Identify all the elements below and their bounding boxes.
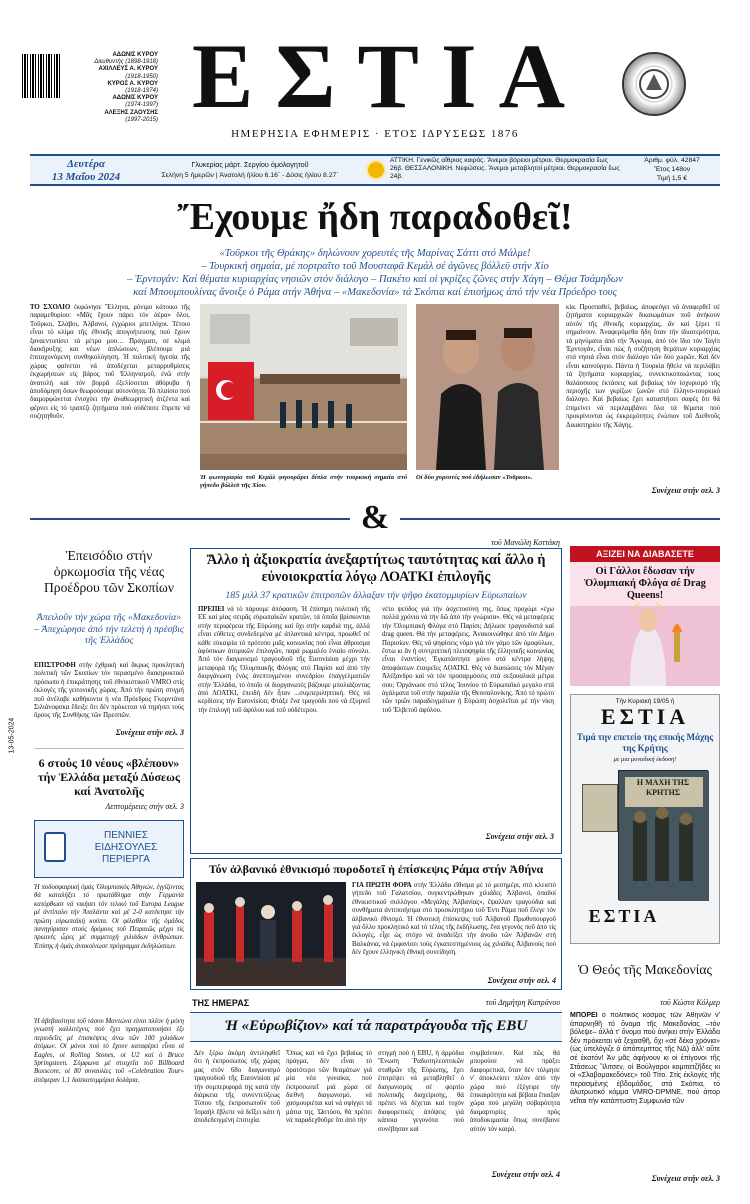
founder-name: ΑΛΕΞΗΣ ΖΑΟΥΣΗΣ [104, 109, 158, 116]
ad-date: Τήν Κυριακή 19/05 ἡ [615, 698, 675, 705]
left-divider [34, 748, 184, 749]
founder-name: ΚΥΡΟΣ Α. ΚΥΡΟΥ [107, 80, 158, 87]
ad-footer-brand: ΕΣΤΙΑ [588, 906, 660, 926]
right-article-body [570, 1012, 720, 1170]
founder-years: Διευθυντής (1898-1918) [94, 59, 158, 66]
lead-column-1 [30, 304, 190, 496]
center-deck: 185 μιλλ 37 κρατικῶν ἐπιτροπῶν ἄλλαξαν τήν ψῆφο ἑκατομμυρίων Εὐρωπαίων [225, 590, 527, 601]
brief-item-1: Ἡ ποδοσφαιρική ὁμάς Ὀλυμπιακός Ἀθηνών, ἐγγίζοντας θά καταλήξει τό πρωτάθλημα στήν Γερμανία κατόρθωσε νά νικήσει τόν τελικό τοῦ Europa League μέ ἀντίπαλο τήν Ἀταλάντα καί μέ 2-0 κατέκτησε τήν πρώτη εὐρωπαϊκή κούπα. Οἱ φίλαθλοι τῆς ὁμάδος πανηγύρισαν στούς δρόμους τοῦ Πειραιῶς μέχρι τίς πρωινές ὧρες μέ συμμετοχή χιλιάδων ἀνθρώπων. Ἐπίσης ἡ ὁμάς ἀνακοίνωσε πρόγραμμα ἐκδηλώσεων. [34, 884, 184, 950]
section-tag: ΤΗΣ ΗΜΕΡΑΣ [192, 998, 250, 1008]
deck-line: «Τοῦρκοι τῆς Θράκης» δηλώνουν χορευτές τῆς Μαρίνας Σάττι στό Μάλμε! [219, 248, 531, 259]
divider-right [400, 518, 720, 520]
deck-line: καί Μπουμπουλίνας ἄνοιξε ὁ Ράμα στήν Ἀθήνα – «Μακεδονία» τά Σκόπια καί ἐπισήμως ἀπό τήν νέα Πρόεδρο τους [133, 287, 617, 298]
photo-dancers [416, 304, 559, 470]
promo-title[interactable]: Οἱ Γάλλοι ἔδωσαν τήν Ὀλυμπιακή Φλόγα σέ Drag Queens! [584, 566, 706, 601]
center-headline: Ἄλλο ἡ ἀξιοκρατία ἀνεξαρτήτως ταυτότητας καί ἄλλο ἡ εὐνοιοκρατία λόγῳ ΛΟΑΤΚΙ ἐπιλογῆς [206, 552, 546, 585]
right-article-text: ὁ πολιτικός κόσμος τῶν Ἀθηνῶν ν' ἀπαρνηθῆ τό ὄνομα τῆς Μακεδονίας –τόν βόλεψε– ἀλλά τ' ὄνομα πού ἀνήκει στήν Ἑλλάδα δέν πρόκειται νά ξεχασθῆ, ὄχι «σέ δέκα χρόνια» (ὡς ὑπελόγιζε ὁ ἀπόπεμπτος τῆς ΝΔ) ἀλλ' οὔτε σέ ἑκατόν! Ἀν μᾶς ἀφήνουν κι οἱ ἐπίγονοι τῆς Στάσεως Ἴλιτσεν, οἱ Βούλγαροι κομιτατζῆδες κι οἱ «Σλαβομακεδόνες» τοῦ Τίτο. Στίς ἐκλογές τῆς περασμένης ἑβδομάδος, στά Σκόπια, τό ἀλυτρωτικό κόμμα VMRO-DPMNE, πού ἀπορ νεῖται τήν κατάπτυστη Συμφωνία τῶν [570, 1012, 720, 1105]
ad-brand: ΕΣΤΙΑ [600, 704, 690, 729]
book-title: Η ΜΑΧΗ ΤΗΣ ΚΡΗΤΗΣ [636, 778, 690, 797]
lead-column-4: κία. Προσπαθεί, βεβαίως, ἀποφεύγει νά ἀναφερθεῖ σέ ζητήματα κυριαρχικῶν δικαιωμάτων ποῦ ἀνήκουν αὐτόν τῆς ἐθνικῆς κυριαρχίας, ἄν καί ξέρει τί σημαίνουν. Ἀναφερόμεθα ἤδη ὅταν τήν ἰδιαιτερότητα, τά μηνύματα ἀπό τήν Ἄγκυρα, ἀπό τόν ἴδιο τόν Ταγίπ Ἐρντογάν, εἶναι πώς ἡ συζήτηση θεμάτων κυριαρχίας στά νησιά εἶναι στόν διάλογο τῶν δύο χωρῶν. Καί δέν εἶναι καινούργιο. Πάντα ἡ Τουρκία ἤθελε νά περιλάβει τά ζητήματα κυριαρχίας, συνεκτικοποιώντας τους θαλάσσιους ἐκτάσεις καί βεβαίως τόν ἰσχυρισμό τῆς περιοχῆς των γκρίζων ζωνῶν στό ἑλληνο-τουρκικό διάλογο. Καί βεβαίως ἔχει καταστήσει σαφές ὅτι θά ἐπιμείνει νά περιλαμβάνει ὅλα τά θέματα πού προκρίνονται ὡς ἐκκρεμότητες ἐνώπιον τοῦ Διεθνοῦς Δικαστηρίου τῆς Χάγης. [566, 304, 720, 429]
founder-years: (1918-1950) [125, 73, 158, 80]
lead-continued[interactable]: Συνέχεια στήν σελ. 3 [651, 486, 720, 495]
barcode [22, 54, 60, 98]
founder-years: (1918-1974) [125, 88, 158, 95]
right-article-continued[interactable]: Συνέχεια στήν σελ. 3 [651, 1174, 720, 1183]
photo-volleyball-court [200, 304, 407, 470]
center-article2-body [352, 882, 556, 976]
lead-deck [30, 247, 720, 299]
bottom-column-4: συμβαίνουν. Καί πῶς θά μπορούσε νά πράξει διαφορετικά, ὅταν δέν τόλμησε ν' ἀποκλείσει πλέον ἀπό τήν χώρα πού ἐξέγειρε τήν ἐπικαιρότητα καί βέβαια ἔπαιξαν χώρα πού μεγάλη σοβαρότητα διαμαρτυρίες πρός ἀποδοκιμασία ὅπως συνέβαινε αὐτόν τόν καιρό. [470, 1050, 560, 1133]
brief-item-2: Ἡ ἀβεβαιότητα τοῦ τάσου Μαντώνα εἶναι πλέον ἡ μόνη γνωστή καλλιτέχνις πού ἔχει πραγματοποιήσει ἐξι περιοδεῖες μέ ἐπισκέψεις ἀνω τῶν 100 χιλιάδων ἀτόμων. Οἱ μόνοι πού τό ἔχουν καταφέρει εἶναι οἱ Eagles, οἱ Rolling Stones, οἱ U2 καί ὁ Bruce Springsteen. Σύμφωνα μέ στοιχεῖα τοῦ Billboard Boxscore, οἱ 80 συναυλίες τοῦ «Celebration Tour» ἀπέφεραν 1,1 δισεκατομμύρια δολάρια. [34, 1018, 184, 1084]
center-col1-text: νά τό πάρουμε ἀπόφαση. Ἡ ἐπίσημη πολιτική τῆς ΕΕ καί μίας σειρᾶς εὐρωπαϊκῶν κρατῶν, τά ὁποῖα βρίσκονται στήν περιφέρεια τῆς Εὐρώπης καί ὄχι στήν καρδιά της, ἀλλά εἶναι εὔθετες συνδεδεμένα μέ ἀτλαντικά κέντρα, προωθεῖ σέ κάθε εὐκαιρία τό πρότυπο μιᾶς κοινωνίας πού εἶναι ἀθροισμα ἀφύσικων ἀτομικῶν ἐπιλογῶν, παρά ρωμαλέο ἑνιαίο σύνολο. Ἀπό τόν διαγωνισμό τραγουδιοῦ τῆς Eurovision μέχρι τήν μεταφορά τῆς Ὀλυμπιακῆς Φλόγας στό Παρίσι καί ἀπό τήν διοργάνωση ἐνός ἀνεπτυγμένου συνεδρίου ἐπαγγελματιῶν στήν Ἑλλάδα, τό ὁποῖο οἱ διοργανωτές βάζουμε μπολιάζοντας ἀπό ΛΟΑΤΚΙ, ἐπειδή δέν ἦταν ...συμπεριληπτική. Θές νά κερδίσεις τήν Eurovision; Φτάξε ἕνα τραγούδι πού νά ἐξυμνεῖ τήν ἐπιλογή τοῦ ἀφύλου καί τοῦ οὐδέτερου. [198, 606, 370, 714]
ad-subtitle: με μια μοναδική έκδοση! [613, 756, 677, 763]
masthead-title: ΕΣΤΙΑ [192, 25, 588, 127]
left-article1-dropcap: ΕΠΙΣΤΡΟΦΗ [34, 662, 76, 669]
seal-icon [622, 52, 686, 116]
left-article2-continued[interactable]: Λεπτομέρειες στήν σελ. 3 [105, 802, 184, 811]
dateline-moon-sun: Σελήνη 5 ἡμερῶν | Ἀνατολή ἡλίου 6.16΄ - Δύσις ἡλίου 8.27΄ [161, 172, 339, 179]
ampersand-ornament: & [360, 499, 390, 536]
center-dropcap: ΠΡΕΠΕΙ [198, 606, 225, 613]
founder-years: (1997-2015) [125, 116, 158, 123]
dateline-price: Τιμή 1,5 € [656, 175, 688, 182]
side-date: 13-05-2024 [8, 717, 16, 754]
left-article1-title: Ἐπεισόδιο στήν ὁρκωμοσία τῆς νέας Προέδρου τῶν Σκοπίων [43, 548, 175, 595]
right-article-title: Ὁ Θεός τῆς Μακεδονίας [578, 962, 712, 977]
center-byline: τοῦ Μανώλη Κοττάκη [491, 538, 560, 547]
photo-caption-dancers: Οἱ δύο χορευτές πού ἐδήλωσαν «Τοῦρκοι». [416, 474, 533, 481]
lead-headline: Ἔχουμε ἤδη παραδοθεῖ! [177, 196, 573, 238]
dateline-weather: ΑΤΤΙΚΗ. Γενικῶς αἴθριος καιρός. Ἄνεμοι βόρειοι μέτριοι. Θερμοκρασία ἕως 26β. ΘΕΣΣΑΛΟΝΙΚΗ. Νεφώσεις. Ἄνεμοι μεταβλητοί μέτριοι. Θερμοκρασία ἕως 24β. [390, 157, 620, 180]
dateline-saint: Γλυκερίας μάρτ. Σεργίου όμολογητοῦ [191, 160, 309, 169]
bottom-headline: Ἡ «Εὐρωβίζιον» καί τά παρατράγουδα τῆς EBU [224, 1018, 528, 1034]
left-article1-body [34, 662, 184, 722]
dateline-day: Δευτέρα [67, 158, 105, 170]
photo-rama-rally [196, 882, 346, 986]
bottom-continued[interactable]: Συνέχεια στήν σελ. 4 [491, 1170, 560, 1179]
center-continued[interactable]: Συνέχεια στήν σελ. 3 [485, 832, 554, 841]
left-article2-title: 6 στούς 10 νέους «βλέπουν» τήν Ἑλλάδα μεταξύ Δύσεως καί Ἀνατολῆς [37, 756, 181, 798]
promo-header: ΑΞΙΖΕΙ ΝΑ ΔΙΑΒΑΣΕΤΕ [570, 546, 720, 562]
center-article2-text: στήν Ἑλλάδα εἴθισμα μέ τό μεσημέρι, στό κλειστό γήπεδο τοῦ Γαλατσίου, συγκεντρώθηκαν χιλιάδες Ἀλβανοί, ὀπαδοί ἐθνικιστικοῦ συλλόγου «Μεγάλης Ἀλβανίας», ἔψαλλαν τραγούδια καί συνθήματα ἀντιποιήσιμα στό προσκλητήριο τοῦ Ἐντι Ράμα ποῦ ἔλεγε τόν ἀλβανικό ἐθνισμό. Ἡ ἐθνοτική ἐπίσκεψις τοῦ Ἀλβανοῦ Πρωθυπουργοῦ γιά ὄλλο προκλητικό καί τό τέλος τῆς ἐκδήλωσης, ἕνα γεγονός ποῦ ἀπό τίς ἐκλογές, εἶχε ὡς στόχο νά ἀναδείξει τήν ἀνοδο τῶν Ἀλβανῶν στή Βαλκάνια, νά ἐμφανίσει τούς ἐγκατεστημένους ὡς χιλιάδες Ἀλβανούς πού δέν ἔχουν ἑλληνική ἐθνική συνείδηση. [352, 882, 556, 957]
founder-name: ΑΔΩΝΙΣ ΚΥΡΟΥ [112, 52, 158, 58]
left-article1-text: στήν ἐχθρική καί ἄκρως προκλητική πολιτική τῶν Σκοπίων τόν περασμένο διακηρυκτικό πρόσωπο ἡ ἐπικράτησης τοῦ ἐθνικιστικοῦ VMRO στίς ἐκλογές τῆς γειτονικῆς χώρας. Ἀπό τήν πρώτη στιγμή ποῦ ἀνέλαβε καθήκοντα ἡ νέα Πρόεδρος Γκορντάνα Σιλιάνοφσκα ἔδειξε ὅτι δέν πρόκειται νά τηρήσει τούς ὅρους τῆς Συνθήκης τῶν Πρεσπῶν. [34, 662, 184, 720]
right-article-dropcap: ΜΠΟΡΕΙ [570, 1012, 598, 1019]
founders-list [62, 52, 158, 124]
center-column-1 [198, 606, 370, 846]
dateline-date: 13 Μαΐου 2024 [51, 171, 121, 183]
dateline-issue: Ἀριθμ. φύλ. 42847 [644, 157, 700, 164]
center-article2-dropcap: ΓΙΑ ΠΡΩΤΗ ΦΟΡΑ [352, 882, 412, 889]
founder-name: ΑΧΙΛΛΕΥΣ Α. ΚΥΡΟΥ [98, 66, 158, 73]
brief-icon [44, 832, 66, 862]
founder-name: ΑΔΩΝΙΣ ΚΥΡΟΥ [112, 95, 158, 102]
brief-box-title: ΠΕΝΝΙΕΣ ΕΙΔΗΣΟΥΛΕΣ ΠΕΡΙΕΡΓΑ [94, 830, 158, 865]
bottom-column-1: Δέν ξέρω ἀκόμη ἀντιληφθεῖ ὅτι ἡ ἐκπροσωπος τῆς χώρας μας στόν 68ο διαγωνισμό τραγουδιοῦ τῆς Eurovision μέ τήν συμπεριφορά της κατά τήν διάρκεια τῆς συνεντεύξεως Τύπου τῆς ἐκπροσωποῦν τοῦ Ἰσραήλ ἔβλεπε νά δεῖξει κάτι ἡ ἀποδεδειγμένη ἐπιτυχία. [194, 1050, 280, 1125]
bottom-column-2: Ὅπως καί νά ἔχει βεβαίως τό πράγμα, δέν εἶναι τό ὀρατότερο τῶν θεαμάτων γιά μία νέα γυναίκα, πού ἐκπροσωπεῖ μιά χώρα σέ διεθνή διαγωνισμό, νά χασμουριέται καί νά σφίγγει τά μάτια της. Ὡστόσο, θά πρέπει νά παραδεχθοῦμε ὅτι ἀπό τήν [286, 1050, 372, 1125]
divider-left [30, 518, 350, 520]
masthead-subtitle: ΗΜΕΡΗΣΙΑ ΕΦΗΜΕΡΙΣ · ΕΤΟΣ ΙΔΡΥΣΕΩΣ 1876 [231, 128, 519, 140]
bottom-column-3: στιγμή πού ἡ EBU, ἡ ἀρμόδια Ἕνωση Ῥαδιοτηλεοπτικῶν σταθμῶν τῆς Εὐρώπης, ἔχει ἐπιτρέψει νά μεταβληθεῖ ὁ διαγωνισμός σέ φορτίο πολιτικῆς διαχείρισης, θά πρέπει νά δέχεται καί τυχόν διαφορετικές ἀπόψεις γιά κάποια γεγονότα πού συνέβησαν καί [378, 1050, 464, 1133]
center-article2-title: Τόν ἀλβανικό ἐθνικισμό πυροδοτεῖ ἡ ἐπίσκεψις Ράμα στήν Ἀθήνα [208, 862, 544, 876]
left-article1-continued[interactable]: Συνέχεια στήν σελ. 3 [115, 728, 184, 737]
lead-dropcap: ΤΟ ΣΧΟΛΙΟ [30, 304, 71, 311]
ad-small-cover [582, 784, 618, 832]
photo-caption-volleyball: Ἡ φωτογραφία τοῦ Κεμάλ φιγουράρει δίπλα στήν τουρκική σημαία στό γήπεδο βόλλεϋ τῆς Χίου. [200, 474, 407, 490]
left-article1-deck: Ἀπειλοῦν τήν χώρα τῆς «Μακεδονία» – Ἀπεχώρησε ἀπό τήν τελετή ἡ πρέσβις τῆς Ἑλλάδος [34, 612, 184, 646]
founder-years: (1974-1997) [125, 102, 158, 109]
deck-line: – Τουρκική σημαία, μέ πορτραῖτο τοῦ Μουσταφᾶ Κεμάλ σέ ἀγῶνες βόλλεϋ στήν Χίο [201, 261, 549, 272]
ad-title: Τιμά την επετείο της επικής Μάχης της Κρήτης [576, 732, 714, 753]
right-article-byline: τοῦ Κώστα Κόλμερ [660, 998, 720, 1007]
sun-icon [368, 162, 384, 178]
center-column-2: νέτο ψεύδος γιά τήν ἀσχετοσύνη της, ὅπως προχώρι «ἐχω πολλά χρόνια νά τήν δῶ ἀπό τήν γνώρισα». Θές νά μεταφέρεις τήν Ὀλυμπιακή Φλόγα στό Παρίσι; Δήλωσε τραγουδιστά καί drag queen. Θά τήν μεταφέρεις. Ἀνακοινώθηκε ἀπό τόν Δήμο Παρισίων. Θές νά ψηφίσεις νόμο γιά τόν γάμο τῶν ὁμοφύλων, ἔστω κι ἄν ἡ συντριπτική πλειοψηφία τῆς ἑλληνικῆς κοινωνίας εἶναι ἐναντίον; Ἐγκατάστησε μόνο στά κέντρα λήψης ἀποφάσεων ἐταιρεῖες ΛΟΑΤΚΙ. Θές νά διασώσεις τόν Μέγαν Ἀλέξανδρο καί νά τόν προσαρμόσεις στά σεξουαλικά μέτρα σου; Ὀργάνωσε στό τέλος Ἰουνίου τό Εὐρωπαϊκό μεγαλο στά ἀγάλματα τοῦ στήν παραλία τῆς Θεσσαλονίκης. Ἀπό τό πρώτο τῶν τριῶν παραδειγμάτων ἡ Εὐρώπη ἀσχολεῖται μέ τήν νίκη τοῦ Ἐλβετοῦ ἀφύλου. [382, 606, 554, 714]
deck-line: – Ἐρντογάν: Καί θέματα κυριαρχίας νησιῶν στόν διάλογο – Πακέτο καί οἱ γκρίζες ζῶνες στήν Χάγη – Θέμα Τσάμηδων [127, 274, 623, 285]
dateline-year: Ἔτος 148ον [653, 166, 691, 173]
bottom-byline: τοῦ Δημήτρη Καπράνου [485, 998, 560, 1007]
center-article2-continued[interactable]: Συνέχεια στήν σελ. 4 [487, 976, 556, 985]
lead-col1-text: ἐκφώνησε Ἕλληνα, μόνιμο κάτοικο τῆς παραμεθορίου: «Μᾶς ἔχουν πάρει τόν ἀέρα» ὅλοι, Τοῦρκοι, Σλάβοι, Ἀλβανοί, ἐγχώριοι μπετλόχοι. Τέτοιο εἶναι τό κλίμα τῆς ἐθνικῆς ἀπογοήτευσης πού ἔχουν ξαναεντοπίσει τά μέτρα μου… Πράγματι, σέ κλιμά διακήρυξης και νέων ἀπλώσεων, βλέπουμε μιά ἐπιταχυνόμενη συνθηκολόγηση. Ἡ πολιτική ἡγεσία τῆς χώρας φαίνεται νά ἀποδέχεται μεταρρυθμίσεις ἐκχωρήσεων εἰς βάρος τοῦ Ἑλληνισμοῦ, ἐνῶ στήν ἀνατολή καί τόν βορρᾶ ἐξελίσσεται ἀθόρυβα ἡ ἀποδόμηση ὅσων θεωρούσαμε αὐτονόητα. Τό πλαίσιο πού διαμορφώνεται ἐνισχύει τήν ἀναθεωρητική ἀτζέντα καί φέρνει εἰς τό τραπέζι ζητήματα πού οὐδέποτε ἔπρεπε νά συζητηθοῦν. [30, 304, 190, 421]
